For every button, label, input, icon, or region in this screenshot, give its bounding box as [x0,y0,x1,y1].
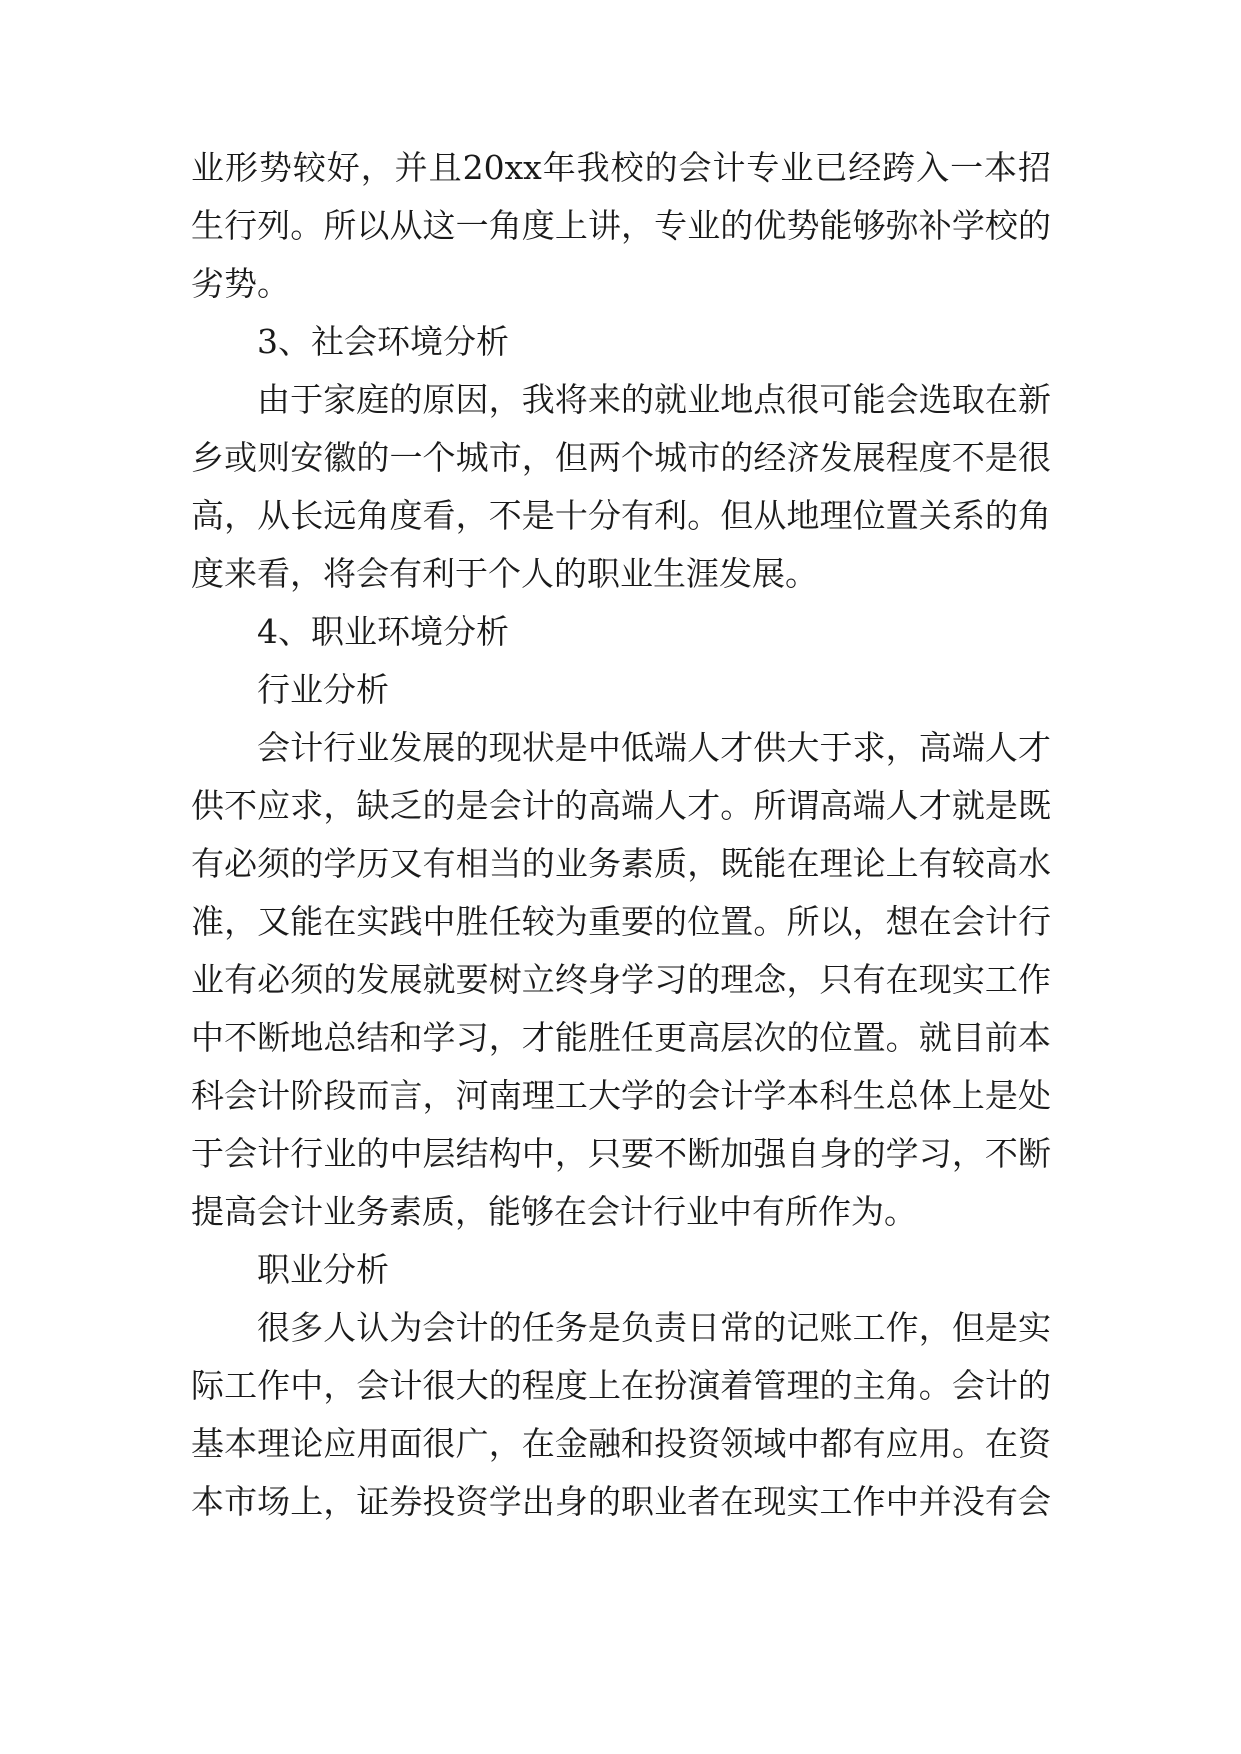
text-line: 劣势。 [191,264,290,303]
text-line: 准，又能在实践中胜任较为重要的位置。所以，想在会计行 [191,902,1051,941]
subsection-heading: 职业分析 [257,1250,389,1289]
text-line: 基本理论应用面很广，在金融和投资领域中都有应用。在资 [191,1424,1051,1463]
text-line: 生行列。所以从这一角度上讲，专业的优势能够弥补学校的 [191,206,1051,245]
text-line: 中不断地总结和学习，才能胜任更高层次的位置。就目前本 [191,1018,1051,1057]
text-line: 于会计行业的中层结构中，只要不断加强自身的学习，不断 [191,1134,1051,1173]
text-line: 有必须的学历又有相当的业务素质，既能在理论上有较高水 [191,844,1051,883]
text-line: 很多人认为会计的任务是负责日常的记账工作，但是实 [257,1308,1051,1347]
text-line: 业形势较好，并且20xx年我校的会计专业已经跨入一本招 [191,148,1051,187]
text-line: 乡或则安徽的一个城市，但两个城市的经济发展程度不是很 [191,438,1051,477]
text-line: 度来看，将会有利于个人的职业生涯发展。 [191,554,818,593]
section-heading: 3、社会环境分析 [257,322,509,361]
text-line: 际工作中，会计很大的程度上在扮演着管理的主角。会计的 [191,1366,1051,1405]
subsection-heading: 行业分析 [257,670,389,709]
text-line: 提高会计业务素质，能够在会计行业中有所作为。 [191,1192,917,1231]
text-line: 会计行业发展的现状是中低端人才供大于求，高端人才 [257,728,1051,767]
text-line: 供不应求，缺乏的是会计的高端人才。所谓高端人才就是既 [191,786,1051,825]
text-line: 由于家庭的原因，我将来的就业地点很可能会选取在新 [257,380,1051,419]
text-line: 科会计阶段而言，河南理工大学的会计学本科生总体上是处 [191,1076,1051,1115]
text-line: 本市场上，证券投资学出身的职业者在现实工作中并没有会 [191,1482,1051,1521]
section-heading: 4、职业环境分析 [257,612,509,651]
text-line: 高，从长远角度看，不是十分有利。但从地理位置关系的角 [191,496,1051,535]
text-line: 业有必须的发展就要树立终身学习的理念，只有在现实工作 [191,960,1051,999]
